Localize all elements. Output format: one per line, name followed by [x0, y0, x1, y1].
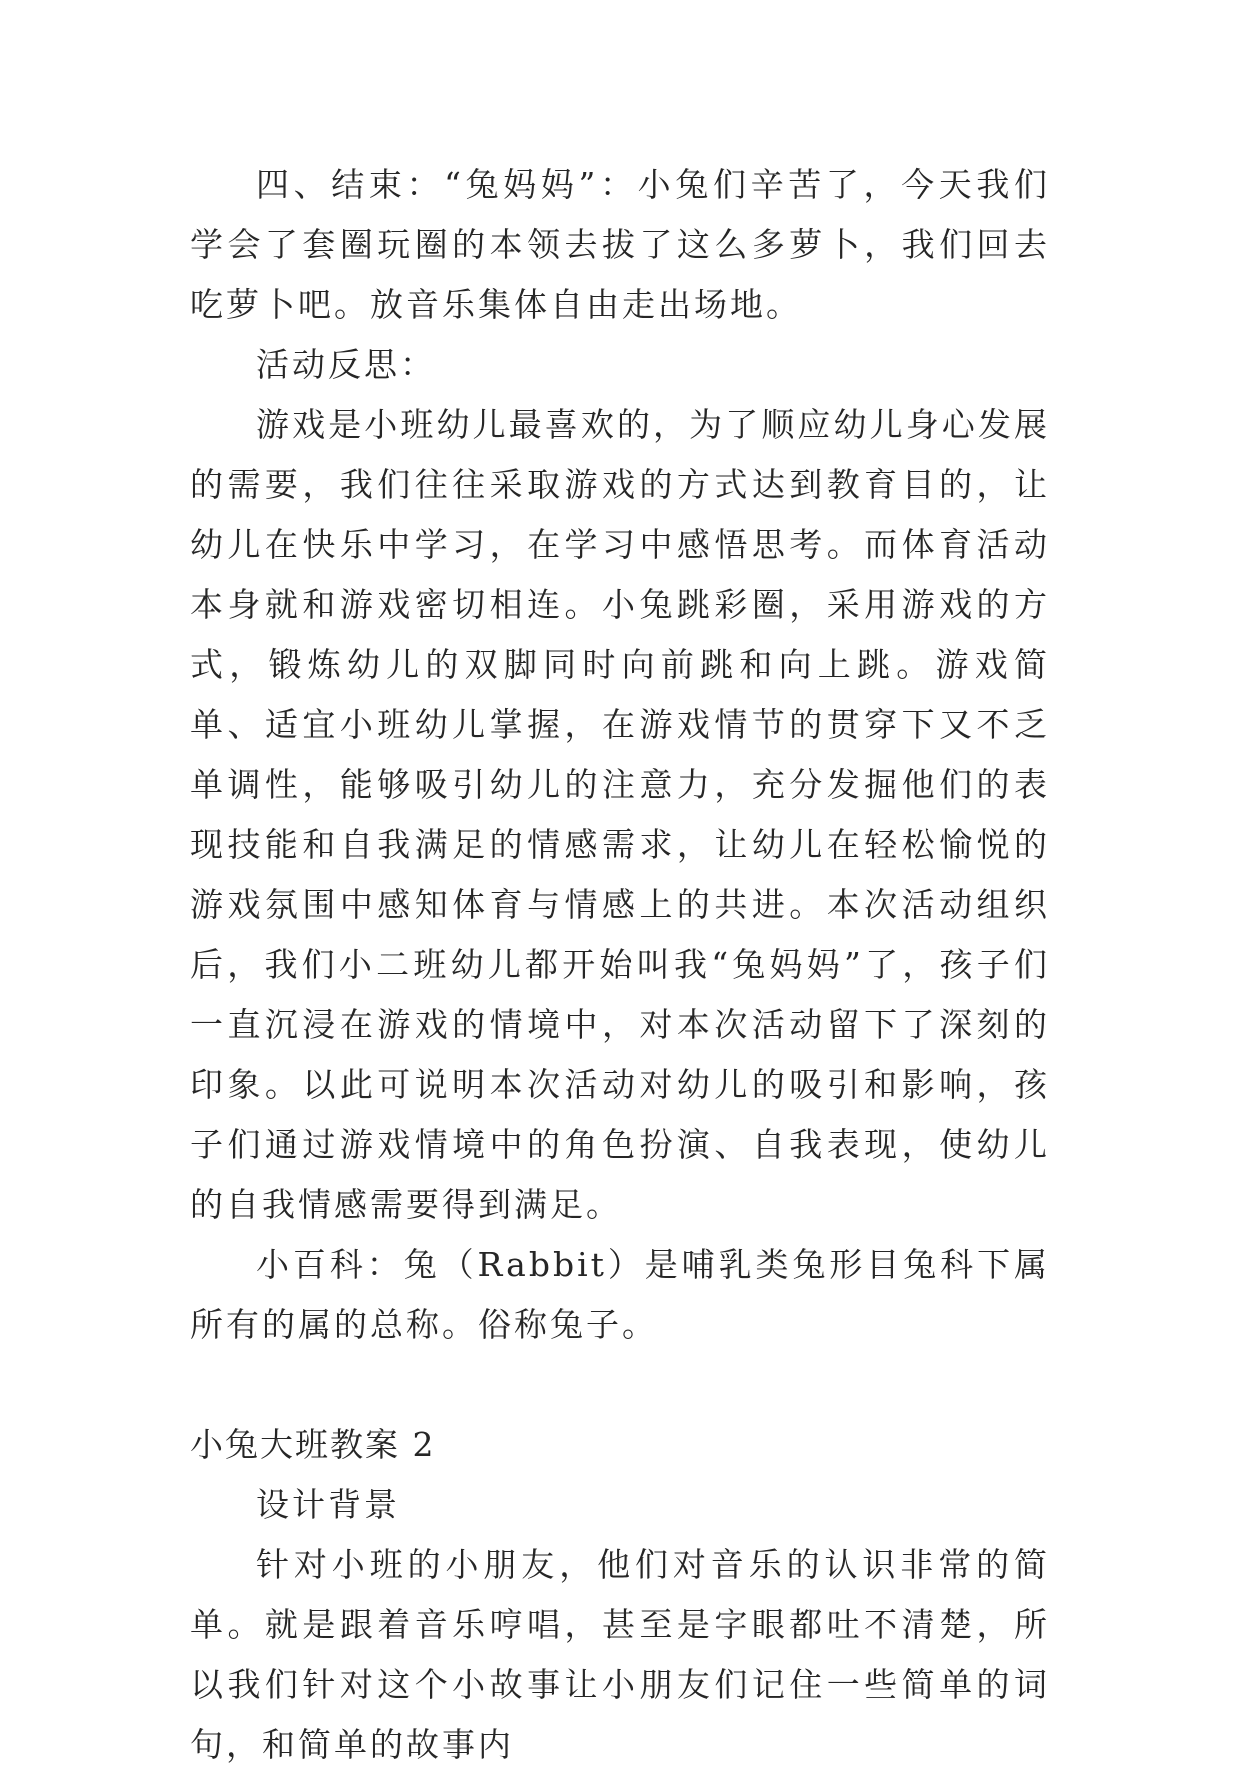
paragraph-reflection: 游戏是小班幼儿最喜欢的，为了顺应幼儿身心发展的需要，我们往往采取游戏的方式达到教育目的，让幼儿在快乐中学习，在学习中感悟思考。而体育活动本身就和游戏密切相连。小兔跳彩圈，采用游戏的方式，锻炼幼儿的双脚同时向前跳和向上跳。游戏简单、适宜小班幼儿掌握，在游戏情节的贯穿下又不乏单调性，能够吸引幼儿的注意力，充分发掘他们的表现技能和自我满足的情感需求，让幼儿在轻松愉悦的游戏氛围中感知体育与情感上的共进。本次活动组织后，我们小二班幼儿都开始叫我“兔妈妈”了，孩子们一直沉浸在游戏的情境中，对本次活动留下了深刻的印象。以此可说明本次活动对幼儿的吸引和影响，孩子们通过游戏情境中的角色扮演、自我表现，使幼儿的自我情感需要得到满足。	[190, 405, 1050, 1224]
section-title: 小兔大班教案 2	[190, 1425, 436, 1464]
paragraph-encyclopedia: 小百科：兔（Rabbit）是哺乳类兔形目兔科下属所有的属的总称。俗称兔子。	[190, 1245, 1050, 1344]
paragraph-reflection-heading: 活动反思：	[256, 345, 436, 384]
section-subheading: 设计背景	[256, 1485, 400, 1524]
paragraph-ending: 四、结束：“兔妈妈”：小兔们辛苦了，今天我们学会了套圈玩圈的本领去拔了这么多萝卜，我们回去吃萝卜吧。放音乐集体自由走出场地。	[190, 165, 1050, 324]
document-body	[190, 155, 1050, 1775]
section-gap	[190, 1355, 1050, 1415]
paragraph-background: 针对小班的小朋友，他们对音乐的认识非常的简单。就是跟着音乐哼唱，甚至是字眼都吐不清楚，所以我们针对这个小故事让小朋友们记住一些简单的词句，和简单的故事内	[190, 1545, 1050, 1764]
